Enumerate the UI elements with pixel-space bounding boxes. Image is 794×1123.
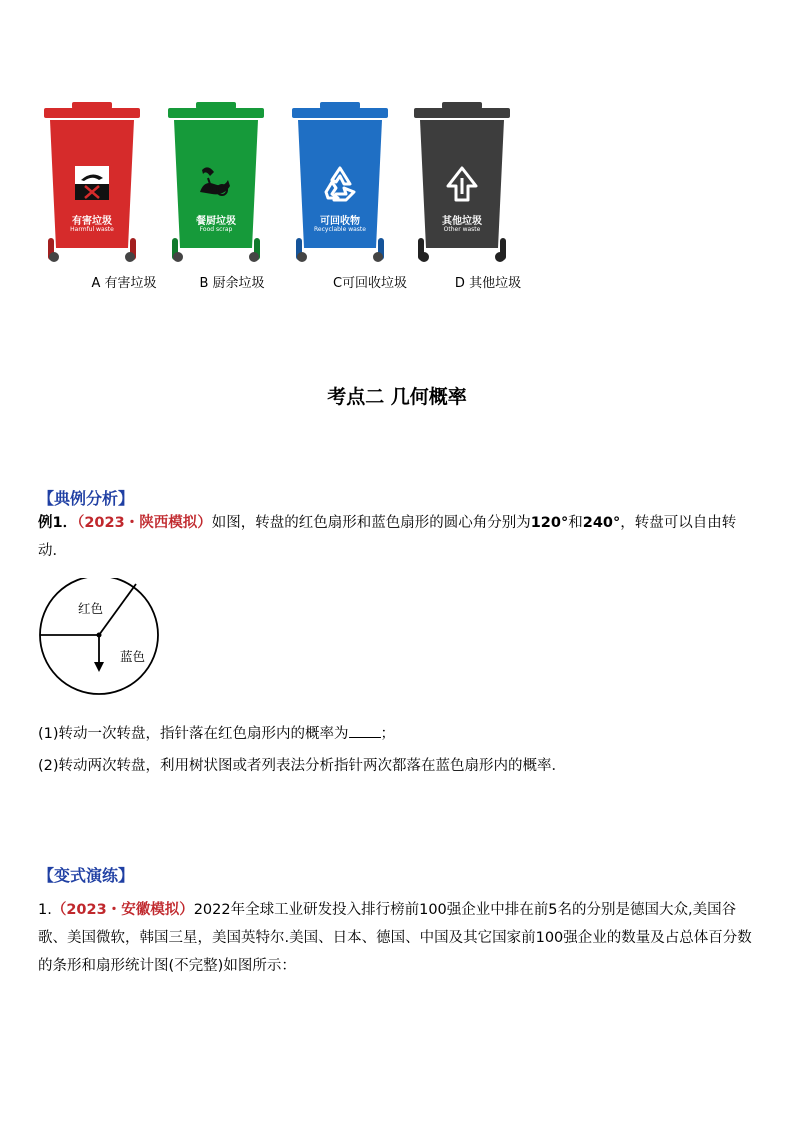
recycle-icon: [320, 164, 360, 204]
spinner-red-label: 红色: [78, 601, 104, 616]
question-1: [38, 720, 758, 748]
bin-label-en: Harmful waste: [70, 226, 114, 233]
bin-caption-c: C可回收垃圾: [332, 276, 408, 291]
bin-other: [412, 100, 512, 265]
exercise-heading: 【变式演练】: [38, 866, 135, 885]
exercise-number: 1.: [38, 902, 52, 918]
example-source: （2023・陕西模拟）: [77, 515, 212, 531]
bin-harmful: [42, 100, 142, 265]
garbage-bins-figure: [36, 100, 536, 300]
section-title: 考点二 几何概率: [327, 386, 467, 408]
example-question: [38, 509, 758, 565]
bin-caption-a: A 有害垃圾: [91, 276, 157, 291]
bin-label-cn: 可回收物: [320, 216, 360, 227]
answer-blank[interactable]: [349, 723, 381, 738]
bin-lid: [44, 108, 140, 118]
bin-label-en: Food scrap: [199, 226, 233, 233]
spinner-figure: [36, 578, 166, 703]
bin-label-en: Other waste: [443, 226, 481, 233]
question-2: (2)转动两次转盘，利用树状图或者列表法分析指针两次都落在蓝色扇形内的概率．: [38, 758, 567, 774]
angle-red: 120°: [530, 515, 569, 531]
spinner-blue-label: 蓝色: [120, 649, 146, 664]
food-icon: [194, 162, 234, 202]
bin-label-cn: 餐厨垃圾: [196, 216, 236, 227]
exercise-source: （2023・安徽模拟）: [51, 902, 194, 918]
bin-label-cn: 其他垃圾: [442, 216, 482, 227]
question-1-end: ；: [380, 726, 396, 742]
example-text-1: 如图，转盘的红色扇形和蓝色扇形的圆心角分别为: [211, 515, 531, 531]
exercise-text: 2022年全球工业研发投入排行榜前100强企业中排在前5名的分别是德国大众,美国谷歌、美国微软，韩国三星，美国英特尔.美国、日本、德国、中国及其它国家前100强企业的数量及占总体百分数的条形和扇形统计图(不完整)如图所示：: [38, 902, 752, 974]
bin-recyclable: [290, 100, 390, 265]
exercise-question: [38, 896, 758, 980]
other-icon: [442, 164, 482, 204]
bin-caption-d: D 其他垃圾: [454, 276, 522, 291]
angle-blue: 240°: [582, 515, 621, 531]
bin-caption-b: B 厨余垃圾: [199, 276, 265, 291]
example-text-2: ，转盘可以自由转动．: [38, 515, 737, 559]
bin-food: [166, 100, 266, 265]
bin-label-cn: 有害垃圾: [72, 216, 112, 227]
bin-label-en: Recyclable waste: [314, 226, 366, 233]
harmful-icon: [75, 166, 109, 200]
example-heading: 【典例分析】: [38, 489, 135, 508]
example-number: 例1．: [38, 515, 78, 531]
example-and: 和: [568, 515, 583, 531]
question-1-text: (1)转动一次转盘，指针落在红色扇形内的概率为: [38, 726, 349, 742]
